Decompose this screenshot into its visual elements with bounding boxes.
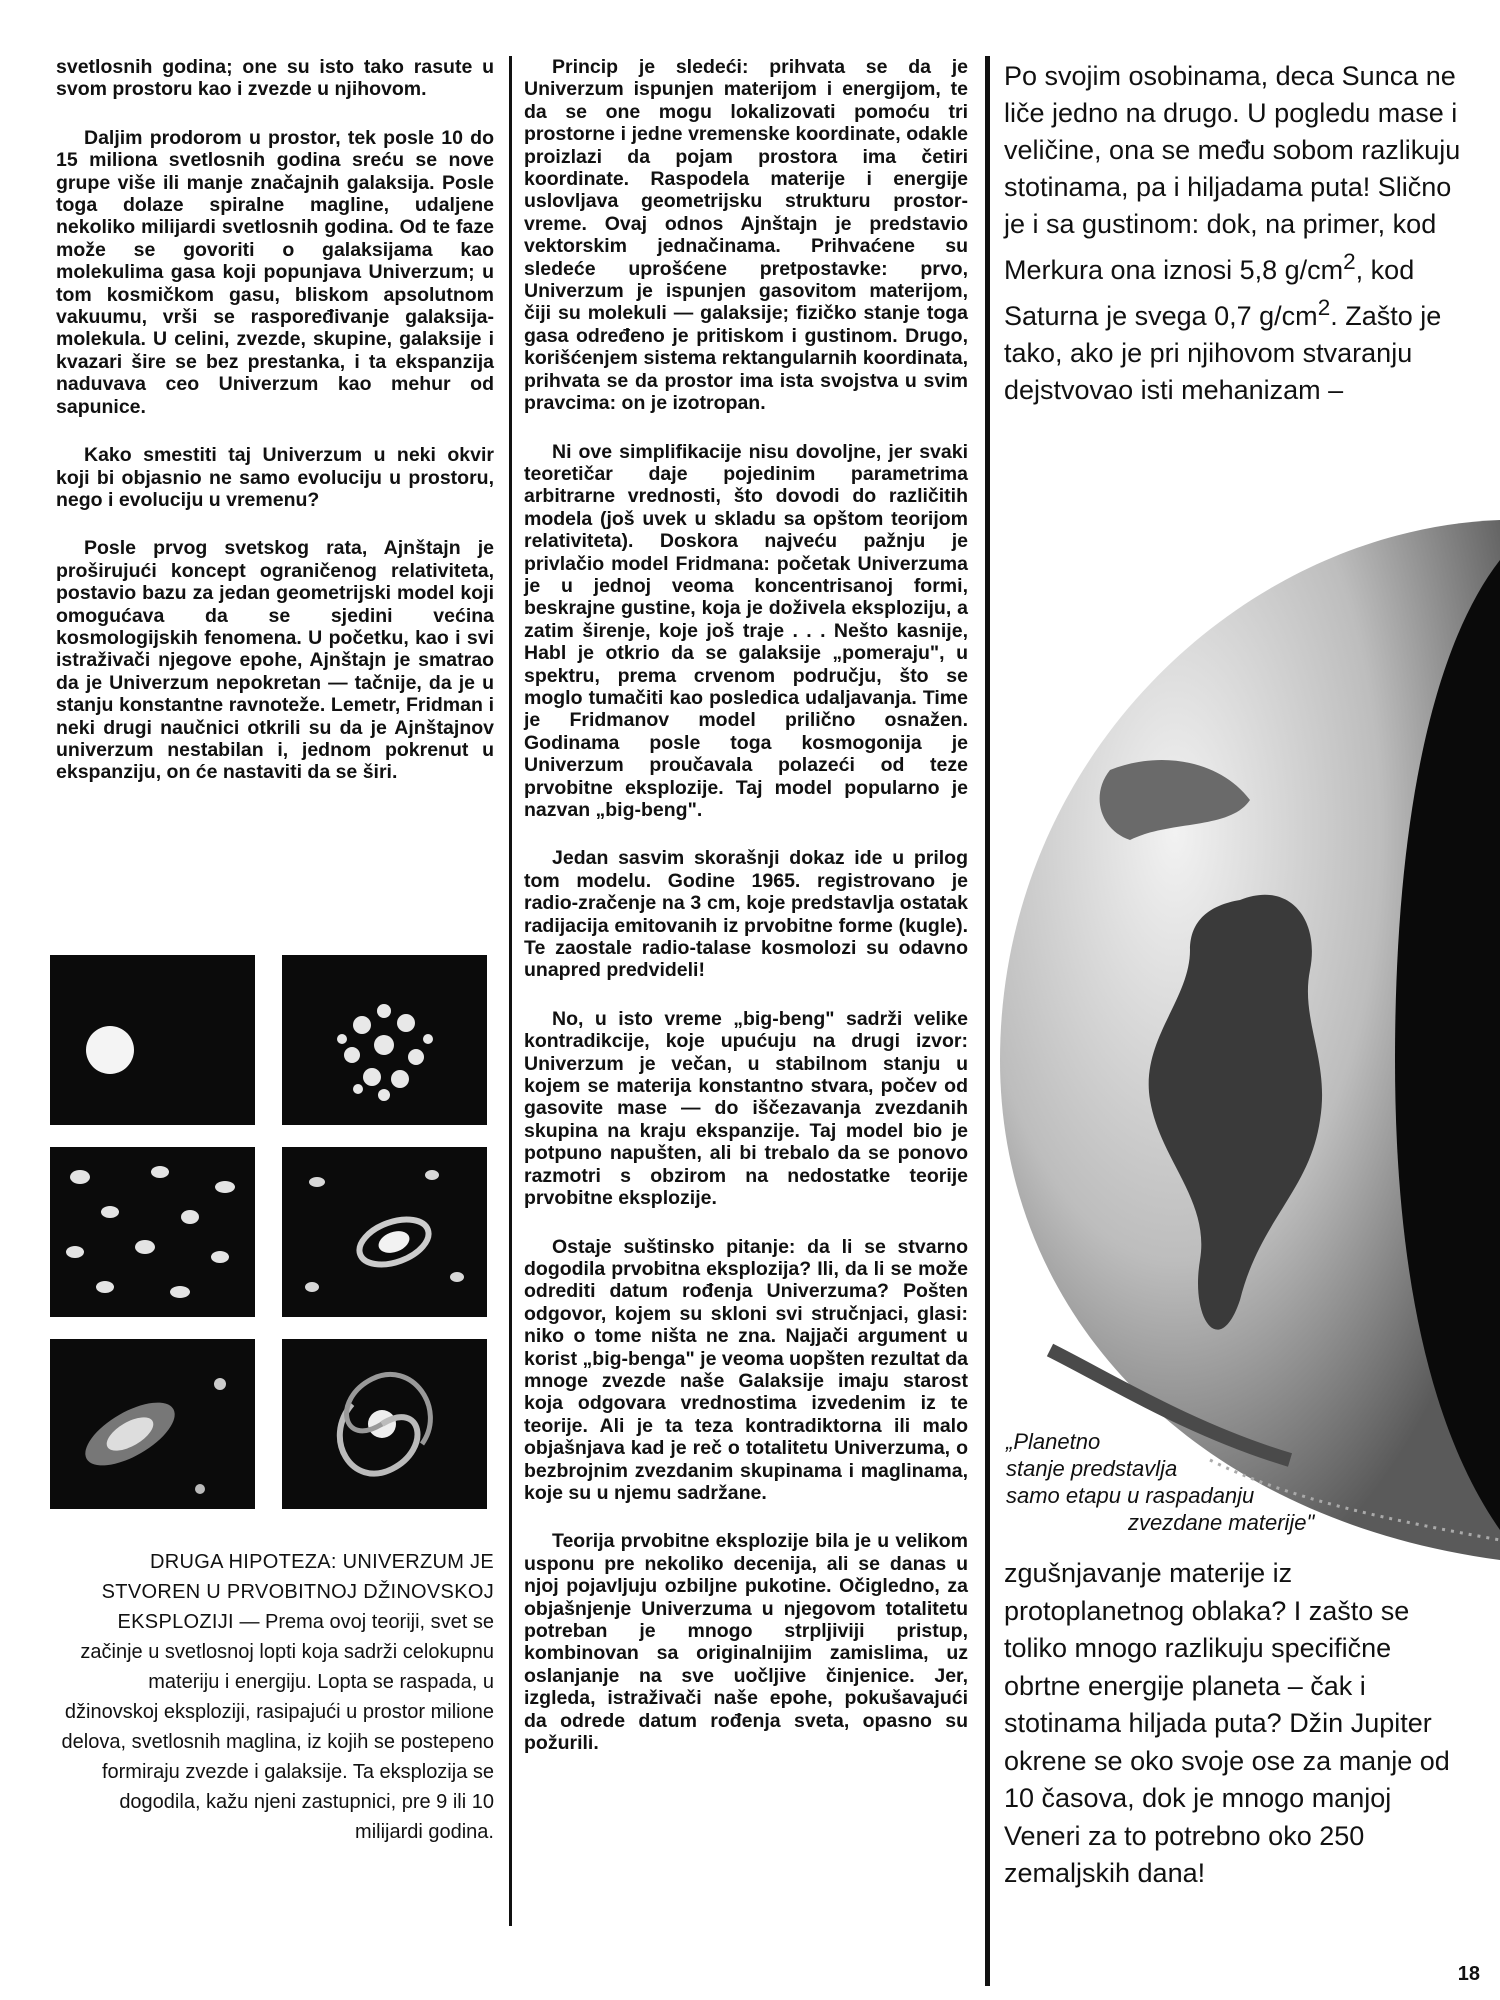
sidebar-lead-text [1004, 58, 1474, 409]
photo-spiral-galaxy [282, 1339, 487, 1509]
caption-line: samo etapu u raspadanju [1006, 1483, 1255, 1508]
lead-text-part: , kod Saturna je svega 0,7 g/cm [1004, 255, 1415, 331]
paragraph: Posle prvog svetskog rata, Ajnštajn je proširujući koncept ograničenog relativiteta, postavio bazu za jedan geometrijski model koji omogućava da se sjedini većina kosmologijskih fenomena. U početku, kao i svi istraživači njegove epohe, Ajnštajn je smatrao da je Univerzum nepokretan — tačnije, da je u stanju konstantne ravnoteže. Lemetr, Fridman i neki drugi naučnici otkrili su da je Ajnštajnov univerzum nestabilan i, jednom pokrenut u ekspanziju, on će nastaviti da se širi. [56, 537, 494, 784]
paragraph: Teorija prvobitne eksplozije bila je u velikom usponu pre nekoliko decenija, ali se danas u njoj pojavljuju ozbiljne pukotine. Očigledno, za objašnjenje Univerzuma u njegovom totalitetu potreban je mnogo strpljiviji pristup, kombinovan sa originalnijim zamislima, uz oslanjanje na sve uočljive činjenice. Jer, izgleda, istraživači naše epohe, pokušavajući da odrede datum rođenja sveta, opasno su požurili. [524, 1530, 968, 1755]
paragraph: Daljim prodorom u prostor, tek posle 10 do 15 miliona svetlosnih godina sreću se nove grupe više ili manje značajnih galaksija. Posle toga dolaze spiralne magline, udaljene nekoliko milijardi svetlosnih godina. Od te faze može se govoriti o galaksijama kao molekulima gasa koji popunjava Univerzum; u tom kosmičkom gasu, bliskom apsolutnom vakuumu, vrši se raspoređivanje galaksija-molekula. U celini, zvezde, skupine, galaksije i kvazari šire se bez prestanka, i ta ekspanzija naduvava ceo Univerzum kao mehur od sapunice. [56, 126, 494, 418]
photo-elliptical-galaxy [50, 1339, 255, 1509]
text-column-left [56, 56, 494, 810]
paragraph: Princip je sledeći: prihvata se da je Univerzum ispunjen materijom i energijom, te da se one mogu lokalizovati pomoću tri prostorne i jedne vremenske koordinate, odakle proizlazi da pojam prostora ima četiri koordinate. Raspodela materije i energije uslovljava geometrijsku strukturu prostor-vreme. Ovaj odnos Ajnštajn je predstavio vektorskim jednačinama. Prihvaćene su sledeće uprošćene pretpostavke: prvo, Univerzum je ispunjen gasovitom materijom, čiji su molekuli — galaksije; fizičko stanje toga gasa određeno je pritiskom i gustinom. Drugo, korišćenjem sistema rektangularnih koordinata, prihvata se da prostor ima ista svojstva u svim pravcima: on je izotropan. [524, 56, 968, 415]
caption-body: — Prema ovoj teoriji, svet se začinje u svetlosnoj lopti koja sadrži celokupnu materiju i energiju. Lopta se raspada, u džinovskoj eksploziji, rasipajući u prostor milione delova, svetlosnih maglina, iz kojih se postepeno formiraju zvezde i galaksije. Ta eksplozija se dogodila, kažu njeni zastupnici, pre 9 ili 10 milijardi godina. [61, 1611, 494, 1843]
planet-illustration [990, 500, 1500, 1570]
photo-light-sphere [50, 955, 255, 1125]
figure-caption [56, 1547, 494, 1847]
paragraph: Ni ove simplifikacije nisu dovoljne, jer svaki teoretičar daje pojedinim parametrima arbitrarne vrednosti, što dovodi do različitih modela (još uvek u skladu sa opštom teorijom relativiteta). Doskora najveću pažnju je privlačio model Fridmana: početak Univerzuma je u jednoj veoma koncentrisanoj formi, beskrajne gustine, koja je doživela eksploziju, a zatim širenje, koje još traje . . . Nešto kasnije, Habl je otkrio da se galaksije „pomeraju", u spektru, prema crvenom području, što se moglo tumačiti kao posledica udaljavanja. Time je Fridmanov model prilično osnažen. Godinama posle toga kosmogonija je Univerzum proučavala polazeći od teze prvobitne eksplozije. Taj model popularno je nazvan „big-beng". [524, 440, 968, 821]
caption-line: stanje predstavlja [1006, 1456, 1178, 1481]
paragraph: Jedan sasvim skorašnji dokaz ide u prilog tom modelu. Godine 1965. registrovano je radio-zračenje na 3 cm, koje predstavlja ostatak radijacija emitovanih iz prvobitne forme (kugle). Te zaostale radio-talase kosmolozi su odavno unapred predvideli! [524, 847, 968, 982]
lead-text-part: Po svojim osobinama, deca Sunca ne liče jedno na drugo. U pogledu mase i veličine, ona se među sobom razlikuju stotinama, pa i hiljadama puta! Slično je i sa gustinom: dok, na primer, kod Merkura ona iznosi 5,8 g/cm [1004, 61, 1461, 285]
paragraph: svetlosnih godina; one su isto tako rasute u svom prostoru kao i zvezde u njihovom. [56, 56, 494, 101]
caption-heading: DRUGA HIPOTEZA: UNIVERZUM JE STVOREN U PRVOBITNOJ DŽINOVSKOJ EKSPLOZIJI [101, 1551, 494, 1633]
superscript: 2 [1343, 249, 1356, 274]
caption-line: „Planetno [1006, 1429, 1101, 1454]
text-column-middle [524, 56, 968, 1780]
page-number: 18 [1457, 1963, 1480, 1985]
paragraph: No, u isto vreme „big-beng" sadrži velike kontradikcije, koje upućuju na drugi izvor: Univerzum je večan, u stabilnom stanju u kojem se materija konstantno stvara, počev od gasovite mase — do iščezavanja zvezdanih skupina na kraju ekspanzije. Taj model bio je potpuno napušten, ali bi trebalo da se ponovo razmotri s obzirom na nedostatke teorije prvobitne eksplozije. [524, 1007, 968, 1210]
photo-scattered-nebulae [50, 1147, 255, 1317]
column-divider [509, 56, 512, 1926]
galaxy-photo-grid [50, 955, 492, 1510]
superscript: 2 [1317, 295, 1331, 320]
photo-exploding-nebula [282, 955, 487, 1125]
photo-forming-galaxy [282, 1147, 487, 1317]
paragraph: Ostaje suštinsko pitanje: da li se stvarno dogodila prvobitna eksplozija? Ili, da li se može odrediti datum rođenja Univerzuma? Pošten odgovor, kojem su skloni svi stručnjaci, glasi: niko o tome ništa ne zna. Najjači argument u korist „big-benga" je veoma uopšten rezultat da mnoge zvezde naše Galaksije imaju starost koja odgovara vrednostima izvedenim iz te teorije. Ali je ta teza kontradiktorna ili malo objašnjava kad je reč o totalitetu Univerzuma, o bezbrojnim zvezdanim skupinama i maglinama, koje su u njemu sadržane. [524, 1235, 968, 1504]
planet-caption [1006, 1428, 1386, 1536]
sidebar-closing-text: zgušnjavanje materije iz protoplanetnog oblaka? I zašto se toliko mnogo razlikuju specifične obrtne energije planeta – čak i stotinama hiljada puta? Džin Jupiter okrene se oko svoje ose za manje od 10 časova, dok je mnogo manjoj Veneri za to potrebno oko 250 zemaljskih dana! [1004, 1558, 1450, 1888]
paragraph: Kako smestiti taj Univerzum u neki okvir koji bi objasnio ne samo evoluciju u prostoru, nego i evoluciju u vremenu? [56, 444, 494, 511]
lead-text-part: . Zašto je tako, ako je pri njihovom stvaranju dejstvovao isti mehanizam – [1004, 301, 1442, 405]
caption-line: zvezdane materije" [1128, 1510, 1315, 1535]
